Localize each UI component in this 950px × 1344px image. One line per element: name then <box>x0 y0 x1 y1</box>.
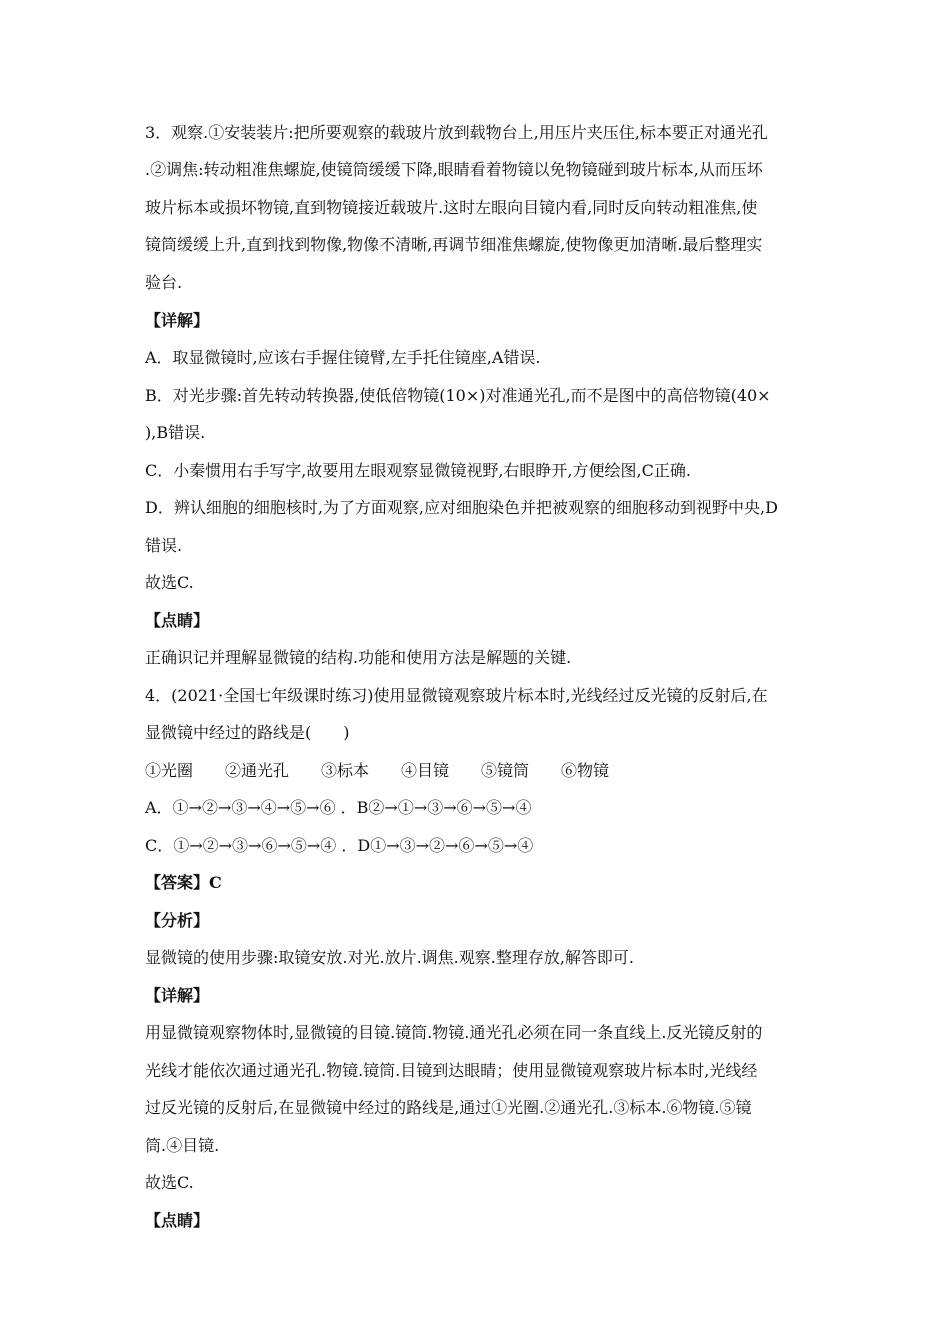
text-line: D．辨认细胞的细胞核时,为了方面观察,应对细胞染色并把被观察的细胞移动到视野中央,D <box>145 498 778 517</box>
text-line: 镜筒缓缓上升,直到找到物像,物像不清晰,再调节细准焦螺旋,使物像更加清晰.最后整理实 <box>145 235 763 254</box>
section-heading-detail: 【详解】 <box>145 311 210 330</box>
text-line: 显微镜的使用步骤:取镜安放.对光.放片.调焦.观察.整理存放,解答即可. <box>145 948 634 967</box>
text-line: 正确识记并理解显微镜的结构.功能和使用方法是解题的关键. <box>145 648 572 667</box>
text-line: 故选C. <box>145 573 194 592</box>
text-line: 过反光镜的反射后,在显微镜中经过的路线是,通过①光圈.②通光孔.③标本.⑥物镜.⑤镜 <box>145 1098 752 1117</box>
question-items: ①光圈 ②通光孔 ③标本 ④目镜 ⑤镜筒 ⑥物镜 <box>145 761 610 780</box>
text-line: 错误. <box>145 536 183 555</box>
text-line: B．对光步骤:首先转动转换器,使低倍物镜(10×)对准通光孔,而不是图中的高倍物镜(40× <box>145 386 771 405</box>
answer-options-cd: C．①→②→③→⑥→⑤→④ ．D①→③→②→⑥→⑤→④ <box>145 836 534 855</box>
text-line: 光线才能依次通过通光孔.物镜.镜筒.目镜到达眼睛；使用显微镜观察玻片标本时,光线经 <box>145 1061 758 1080</box>
section-heading-detail: 【详解】 <box>145 986 210 1005</box>
text-line: .②调焦:转动粗准焦螺旋,使镜筒缓缓下降,眼睛看着物镜以免物镜碰到玻片标本,从而压坏 <box>145 160 763 179</box>
text-line: 筒.④目镜. <box>145 1136 220 1155</box>
section-heading-comment: 【点睛】 <box>145 611 210 630</box>
section-heading-analysis: 【分析】 <box>145 911 210 930</box>
text-line: C．小秦惯用右手写字,故要用左眼观察显微镜视野,右眼睁开,方便绘图,C正确. <box>145 461 691 480</box>
text-line: ),B错误. <box>145 423 206 442</box>
text-line: 故选C. <box>145 1173 194 1192</box>
text-line: 3．观察.①安装装片:把所要观察的载玻片放到载物台上,用压片夹压住,标本要正对通光孔 <box>145 123 768 142</box>
answer-line: 【答案】C <box>145 873 222 892</box>
question-stem: 显微镜中经过的路线是( ) <box>145 723 350 742</box>
question-stem: 4．(2021·全国七年级课时练习)使用显微镜观察玻片标本时,光线经过反光镜的反射后,在 <box>145 686 768 705</box>
text-line: 用显微镜观察物体时,显微镜的目镜.镜筒.物镜.通光孔必须在同一条直线上.反光镜反射的 <box>145 1023 763 1042</box>
answer-options-ab: A．①→②→③→④→⑤→⑥ ．B②→①→③→⑥→⑤→④ <box>145 798 532 817</box>
text-line: 验台. <box>145 273 183 292</box>
text-line: 玻片标本或损坏物镜,直到物镜接近载玻片.这时左眼向目镜内看,同时反向转动粗准焦,使 <box>145 198 758 217</box>
text-line: A．取显微镜时,应该右手握住镜臂,左手托住镜座,A错误. <box>145 348 541 367</box>
section-heading-comment: 【点睛】 <box>145 1211 210 1230</box>
